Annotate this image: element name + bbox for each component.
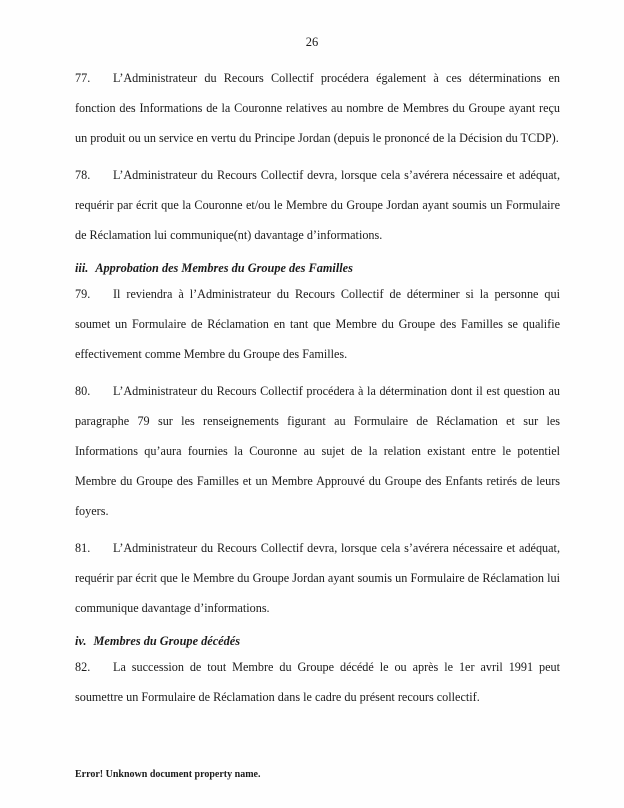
page-number: 26 — [305, 35, 319, 49]
heading-numeral: iv. — [75, 634, 87, 648]
paragraph: 80. L’Administrateur du Recours Collectif procédera à la détermination dont il est question au paragraphe 79 sur les renseignements figurant au Formulaire de Réclamation et sur les Informations qu’aura fournies la Couronne au sujet de la relation existant entre le potentiel Membre du Groupe des Familles et un Membre Approuvé du Groupe des Enfants retirés de leurs foyers. — [75, 376, 560, 526]
paragraph-number: 82. — [75, 660, 91, 674]
paragraph-number: 78. — [75, 168, 91, 182]
paragraph: 82. La succession de tout Membre du Groupe décédé le ou après le 1er avril 1991 peut soumettre un Formulaire de Réclamation dans le cadre du présent recours collectif. — [75, 652, 560, 712]
paragraph-number: 79. — [75, 287, 91, 301]
section-heading — [75, 630, 560, 652]
paragraph: 81. L’Administrateur du Recours Collectif devra, lorsque cela s’avérera nécessaire et adéquat, requérir par écrit que le Membre du Groupe Jordan ayant soumis un Formulaire de Réclamation lui communique davantage d’informations. — [75, 533, 560, 623]
heading-text: Membres du Groupe décédés — [93, 634, 241, 648]
section-heading — [75, 257, 560, 279]
paragraph-number: 77. — [75, 71, 91, 85]
footer-error-text: Error! Unknown document property name. — [75, 769, 261, 780]
paragraph: 77. L’Administrateur du Recours Collectif procédera également à ces déterminations en fonction des Informations de la Couronne relatives au nombre de Membres du Groupe ayant reçu un produit ou un service en vertu du Principe Jordan (depuis le prononcé de la Décision du TCDP). — [75, 63, 560, 153]
paragraph: 79. Il reviendra à l’Administrateur du Recours Collectif de déterminer si la personne qui soumet un Formulaire de Réclamation en tant que Membre du Groupe des Familles se qualifie effectivement comme Membre du Groupe des Familles. — [75, 279, 560, 369]
heading-numeral: iii. — [75, 261, 89, 275]
paragraph-number: 80. — [75, 384, 91, 398]
paragraph-number: 81. — [75, 541, 91, 555]
heading-text: Approbation des Membres du Groupe des Familles — [95, 261, 353, 275]
document-body — [75, 63, 560, 719]
paragraph: 78. L’Administrateur du Recours Collectif devra, lorsque cela s’avérera nécessaire et adéquat, requérir par écrit que la Couronne et/ou le Membre du Groupe Jordan ayant soumis un Formulaire de Réclamation lui communique(nt) davantage d’informations. — [75, 160, 560, 250]
